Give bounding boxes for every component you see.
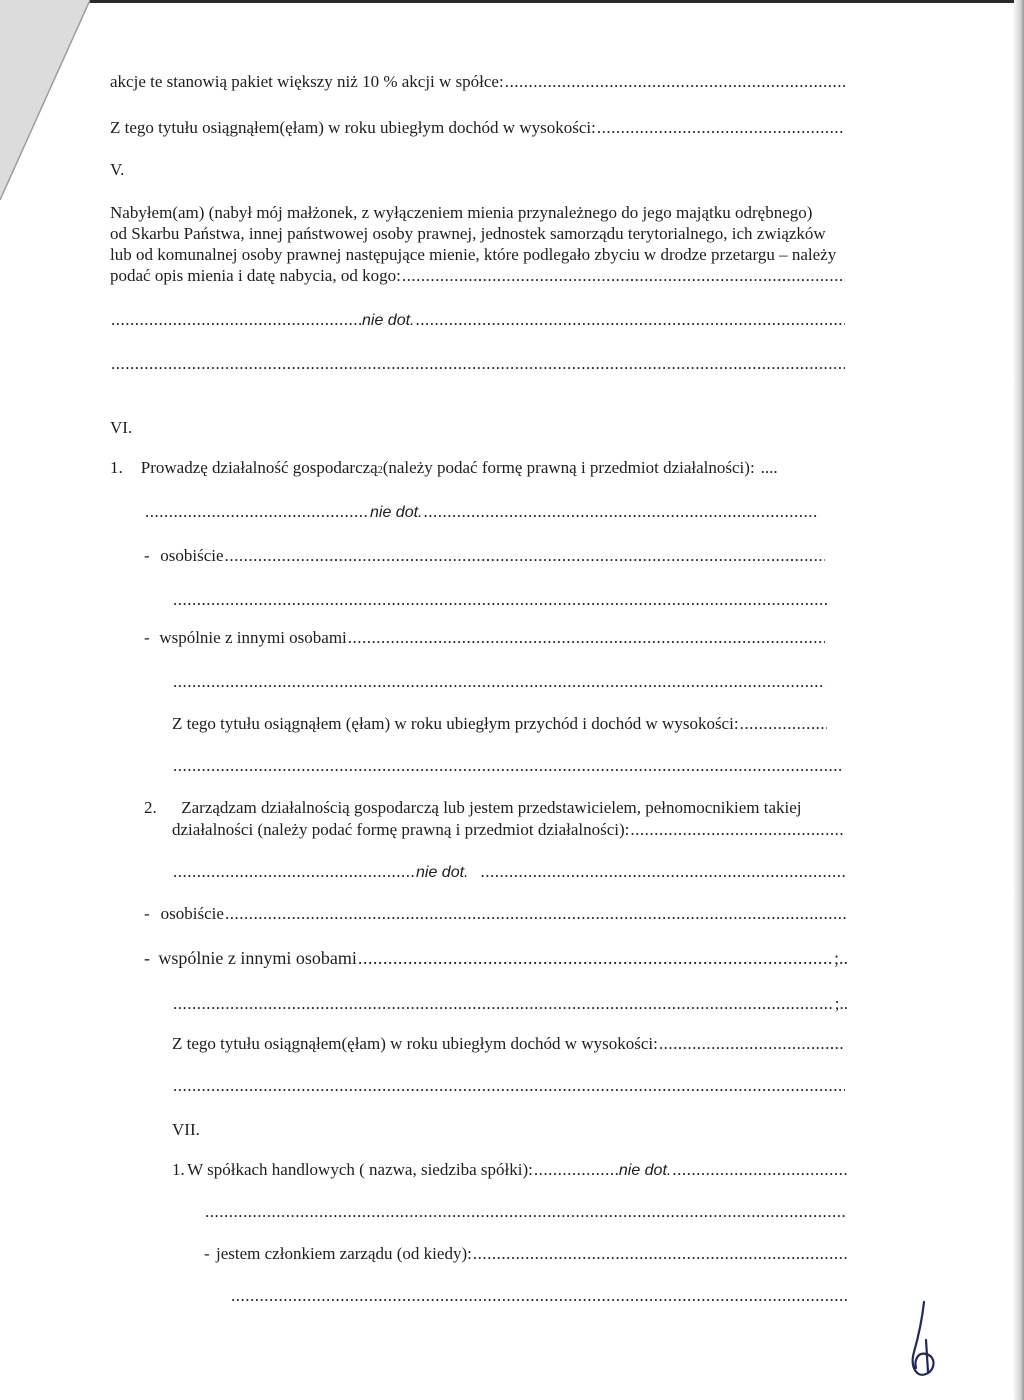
section-v-line-4-text: podać opis mienia i datę nabycia, od kogo: [110,266,401,285]
section-vi-item1-income: Z tego tytułu osiągnąłem (ęłam) w roku ubiegłym przychód i dochód w wysokości: [172,714,739,733]
section-vi-item2-income-fill [659,1034,845,1054]
section-vi-item1-wspolnie-fill [348,628,825,648]
section-vii-item1-lead [534,1160,618,1180]
section-vi-item2-wspolnie-end: ;.. [833,948,848,968]
section-vii-board: jestem członkiem zarządu (od kiedy): [216,1244,472,1263]
section-vi-item1-answer-trail [423,502,819,522]
section-vi-item2-osobiscie-line [144,904,848,924]
page-fold-shadow [0,0,90,200]
section-vii-blank-1-fill [205,1202,847,1222]
section-v-line-4-fill [402,266,845,286]
section-vi-item2-answer: nie dot. [416,864,469,881]
section-vi-item2-blank-1-end: ;.. [834,994,848,1013]
shares-label: akcje te stanowią pakiet większy niż 10 % akcji w spółce: [110,72,504,91]
section-vi-item1-income-fill [740,714,827,734]
income-label-top: Z tego tytułu osiągnąłem(ęłam) w roku ubiegłym dochód w wysokości: [110,118,596,137]
section-vi-item2-blank-2-fill [173,1076,845,1096]
section-vi-item1-osobiscie: osobiście [160,546,224,565]
section-vi-item2-osobiscie: osobiście [160,904,224,923]
section-vi-item1-blank-2-fill [173,672,825,692]
income-line-top [110,118,846,138]
section-vi-item1-osobiscie-line [144,546,826,566]
section-vii-board-line [204,1244,850,1264]
section-vi-item2-number: 2. [144,798,157,817]
shares-fill [505,72,845,92]
section-vii-item1-trail [672,1160,849,1180]
section-vi-item1-answer-lead [145,502,369,522]
page-top-edge [80,0,1024,3]
section-vii-item1-text: W spółkach handlowych ( nazwa, siedziba spółki): [187,1160,533,1179]
section-vi-item2-line-1 [144,798,802,818]
section-v-heading: V. [110,160,125,179]
section-v-line-2: od Skarbu Państwa, innej państwowej osoby prawnej, jednostek samorządu terytorialnego, ich związków [110,224,826,243]
section-v-answer-line [110,310,846,331]
section-v-blank-line [110,354,846,374]
section-v-answer-lead [111,310,361,330]
section-vi-heading: VI. [110,418,133,437]
handwritten-page-mark [896,1300,946,1380]
section-vi-item2-wspolnie: wspólnie z innymi osobami [158,948,357,968]
section-vi-item2-blank-2 [172,1076,846,1096]
section-vii-blank-2-fill [231,1286,849,1306]
section-vii-blank-2 [230,1286,850,1306]
dash-1: - [144,546,150,565]
section-vi-item2-line-2-fill [630,820,845,840]
section-vi-item1-number: 1. [110,458,123,477]
dash-2: - [144,628,150,647]
section-vi-item1-answer: nie dot. [370,504,423,521]
section-vi-item2-wspolnie-line [144,948,848,968]
section-vi-item2-text-2: działalności (należy podać formę prawną i przedmiot działalności): [172,820,630,839]
dash-5: - [204,1244,210,1263]
section-vi-item1-blank-3 [172,756,844,776]
section-vi-item2-income-line [172,1034,846,1054]
section-vi-item1-text: Prowadzę działalność gospodarczą [140,458,378,477]
section-vii-blank-1 [204,1202,848,1222]
section-vi-item2-text-1: Zarządzam działalnością gospodarczą lub jestem przedstawicielem, pełnomocnikiem takiej [181,798,802,817]
section-v-line-3: lub od komunalnej osoby prawnej następujące mienie, które podlegało zbyciu w drodze przetargu – należy [110,245,837,264]
section-vi-item2-answer-lead [173,862,415,882]
section-vi-item2-osobiscie-fill [225,904,847,924]
section-vi-item2-income: Z tego tytułu osiągnąłem(ęłam) w roku ubiegłym dochód w wysokości: [172,1034,658,1053]
section-v-line-1: Nabyłem(am) (nabył mój małżonek, z wyłączeniem mienia przynależnego do jego majątku odrębnego) [110,203,813,222]
section-vi-item2-blank-1 [172,994,848,1014]
section-vi-item2-blank-1-fill [173,994,834,1014]
section-vi-item1-income-line [172,714,828,734]
section-vi-item2-line-2 [172,820,846,840]
section-vi-item1-blank-1-fill [173,590,827,610]
section-v-answer-trail [415,310,845,330]
section-vi-item1-wspolnie: wspólnie z innymi osobami [159,628,347,647]
section-vii-item1-line [172,1160,850,1181]
section-vi-item1-line: 1. Prowadzę działalność gospodarczą 2 (należy podać formę prawną i przedmiot działalności): .... [110,458,778,477]
section-v-blank-fill [111,354,845,374]
section-vi-item1-answer-line [144,502,820,523]
section-vii-item1-number: 1. [172,1160,185,1179]
section-vii-board-fill [473,1244,849,1264]
section-vii-item1-answer: nie dot. [618,1162,672,1179]
section-vii-heading: VII. [172,1120,200,1139]
section-vi-item2-answer-trail [480,862,845,882]
shares-line [110,72,846,92]
section-vi-item2-answer-line [172,862,846,883]
section-vi-item1-trailing: .... [760,458,778,477]
section-vi-item1-blank-2 [172,672,826,692]
section-vi-item1-text-after: (należy podać formę prawną i przedmiot działalności): [382,458,755,477]
section-v-answer: nie dot. [362,312,415,329]
section-vi-item2-wspolnie-fill [358,948,833,968]
page-right-edge [1014,0,1024,1400]
section-vi-item1-blank-1 [172,590,828,610]
section-vi-item1-osobiscie-fill [225,546,825,566]
section-vi-item1-wspolnie-line [144,628,826,648]
section-v-line-4 [110,266,846,286]
dash-3: - [144,904,150,923]
dash-4: - [144,948,150,968]
section-vi-item1-blank-3-fill [173,756,843,776]
income-fill-top [597,118,845,138]
